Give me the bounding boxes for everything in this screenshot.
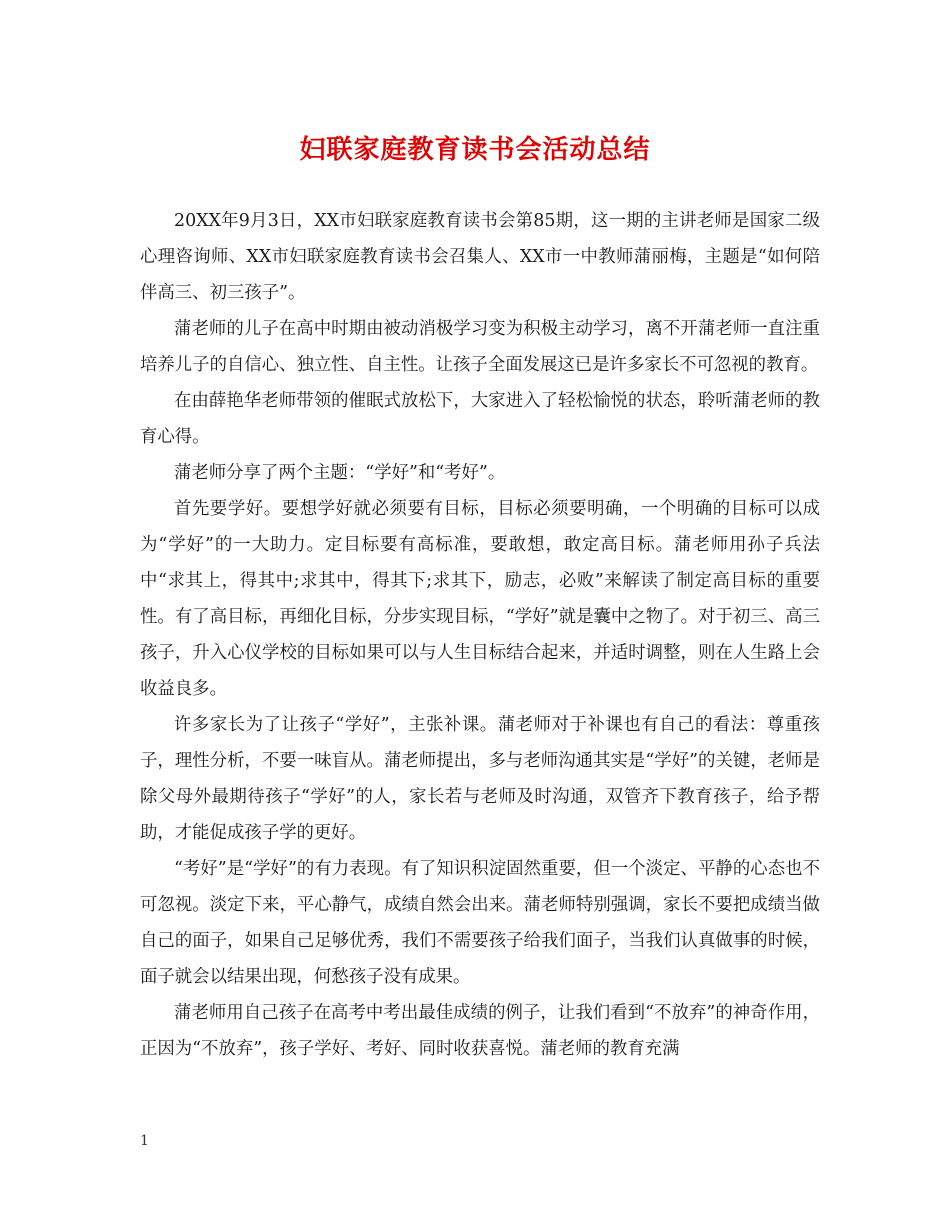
paragraph: “考好”是“学好”的有力表现。有了知识积淀固然重要，但一个淡定、平静的心态也不可忽视。淡定下来，平心静气，成绩自然会出来。蒲老师特别强调，家长不要把成绩当做自己的面子，如果自己足够优秀，我们不需要孩子给我们面子，当我们认真做事的时候，面子就会以结果出现，何愁孩子没有成果。: [140, 859, 820, 987]
paragraph: 20XX年9月3日，XX市妇联家庭教育读书会第85期，这一期的主讲老师是国家二级心理咨询师、XX市妇联家庭教育读书会召集人、XX市一中教师蒲丽梅，主题是“如何陪伴高三、初三孩子”。: [140, 211, 820, 303]
paragraph: 在由薛艳华老师带领的催眠式放松下，大家进入了轻松愉悦的状态，聆听蒲老师的教育心得。: [140, 391, 820, 447]
document-body: [140, 203, 820, 1067]
page-number: 1: [140, 1133, 149, 1149]
paragraph: 许多家长为了让孩子“学好”，主张补课。蒲老师对于补课也有自己的看法：尊重孩子，理性分析，不要一味盲从。蒲老师提出，多与老师沟通其实是“学好”的关键，老师是除父母外最期待孩子“学好”的人，家长若与老师及时沟通，双管齐下教育孩子，给予帮助，才能促成孩子学的更好。: [140, 715, 820, 843]
document-title: 妇联家庭教育读书会活动总结: [299, 135, 651, 165]
paragraph: 蒲老师用自己孩子在高考中考出最佳成绩的例子，让我们看到“不放弃”的神奇作用，正因为“不放弃”，孩子学好、考好、同时收获喜悦。蒲老师的教育充满: [140, 1003, 820, 1059]
paragraph: 蒲老师分享了两个主题：“学好”和“考好”。: [174, 463, 506, 483]
paragraph: 蒲老师的儿子在高中时期由被动消极学习变为积极主动学习，离不开蒲老师一直注重培养儿子的自信心、独立性、自主性。让孩子全面发展这已是许多家长不可忽视的教育。: [140, 319, 820, 375]
paragraph: 首先要学好。要想学好就必须要有目标，目标必须要明确，一个明确的目标可以成为“学好”的一大助力。定目标要有高标准，要敢想，敢定高目标。蒲老师用孙子兵法中“求其上，得其中;求其中，得其下;求其下，励志，必败”来解读了制定高目标的重要性。有了高目标，再细化目标，分步实现目标，“学好”就是囊中之物了。对于初三、高三孩子，升入心仪学校的目标如果可以与人生目标结合起来，并适时调整，则在人生路上会收益良多。: [140, 499, 820, 699]
